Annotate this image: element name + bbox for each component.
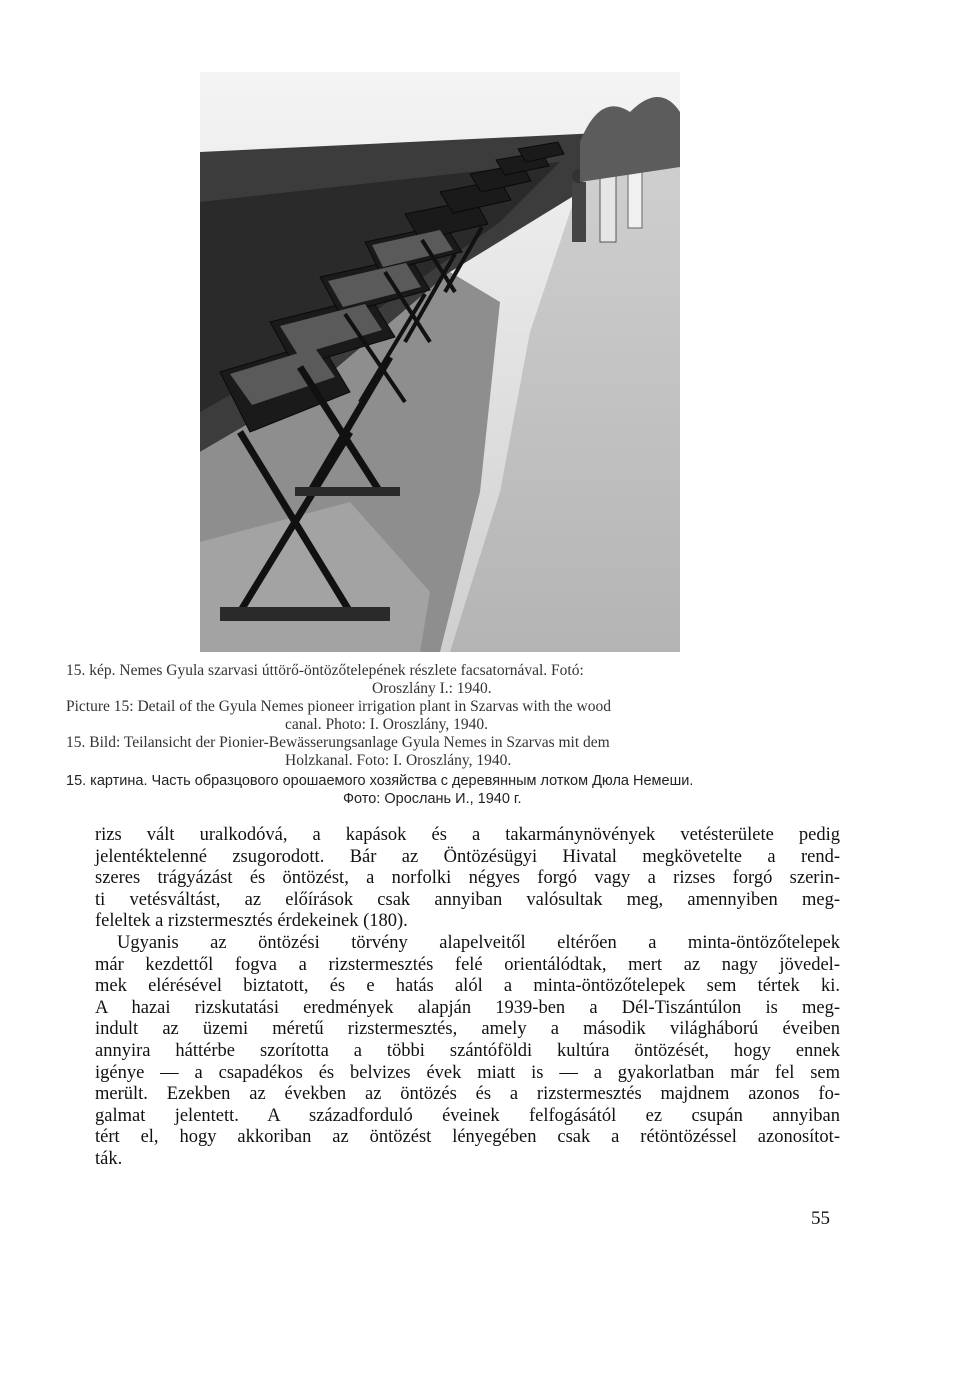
text-line: ták.: [95, 1148, 123, 1169]
text-line: A hazai rizskutatási eredmények alapján 1939-ben a Dél-Tiszántúlon is meg-: [95, 997, 840, 1018]
body-text: [95, 825, 840, 1171]
text-line: jelentéktelenné zsugorodott. Bár az Öntözésügyi Hivatal megkövetelte a rend-: [95, 846, 840, 867]
text-line: galmat jelentett. A századforduló éveinek felfogásától ez csupán annyiban: [95, 1105, 840, 1126]
caption-de-line1: 15. Bild: Teilansicht der Pionier-Bewässerungsanlage Gyula Nemes in Szarvas mit dem: [66, 734, 610, 751]
text-line: rizs vált uralkodóvá, a kapások és a takarmánynövények vetésterülete pedig: [95, 825, 840, 845]
text-line: indult az üzemi méretű rizstermesztés, amely a második világháború éveiben: [95, 1019, 840, 1040]
caption-hu-line2: Oroszlány I.: 1940.: [372, 680, 492, 697]
caption-de-line2: Holzkanal. Foto: I. Oroszlány, 1940.: [285, 752, 512, 769]
caption-ru-line2: Фото: Орослань И., 1940 г.: [343, 791, 522, 807]
text-line: tért el, hogy akkoriban az öntözést lényegében csak a rétöntözéssel azonosítot-: [95, 1127, 840, 1148]
paragraph-1: [95, 825, 840, 933]
text-line: Ugyanis az öntözési törvény alapelveitől eltérően a minta-öntözőtelepek: [117, 932, 840, 953]
photo-irrigation-flume: [200, 72, 680, 652]
text-line: feleltek a rizstermesztés érdekeinek (180).: [95, 911, 408, 932]
text-line: annyira háttérbe szorította a többi szántóföldi kultúra öntözését, hogy ennek: [95, 1040, 840, 1061]
caption-hu-line1: 15. kép. Nemes Gyula szarvasi úttörő-öntözőtelepének részlete facsatornával. Fotó:: [66, 662, 584, 679]
photo-illustration: [200, 72, 680, 652]
caption-ru-line1: 15. картина. Часть образцового орошаемого хозяйства с деревянным лотком Дюла Немеши.: [66, 773, 694, 789]
text-line: merült. Ezekben az években az öntözés és a rizstermesztés majdnem azonos fo-: [95, 1084, 840, 1105]
text-line: mek elérésével biztatott, és e hatás alól a minta-öntözőtelepek sem tértek ki.: [95, 976, 840, 997]
page-number: 55: [811, 1208, 830, 1229]
caption-en-line1: Picture 15: Detail of the Gyula Nemes pioneer irrigation plant in Szarvas with the wood: [66, 698, 611, 715]
text-line: igénye — a csapadékos és belvizes évek miatt is — a gyakorlatban már fel sem: [95, 1062, 840, 1083]
caption-en-line2: canal. Photo: I. Oroszlány, 1940.: [285, 716, 489, 733]
paragraph-2: [95, 933, 840, 1171]
text-line: ti vetésváltást, az előírások csak annyiban valósultak meg, amennyiben meg-: [95, 889, 840, 910]
text-line: szeres trágyázást és öntözést, a norfolki négyes forgó vagy a rizses forgó szerin-: [95, 868, 840, 889]
text-line: már kezdettől fogva a rizstermesztés felé orientálódtak, mert az nagy jövedel-: [95, 954, 840, 975]
